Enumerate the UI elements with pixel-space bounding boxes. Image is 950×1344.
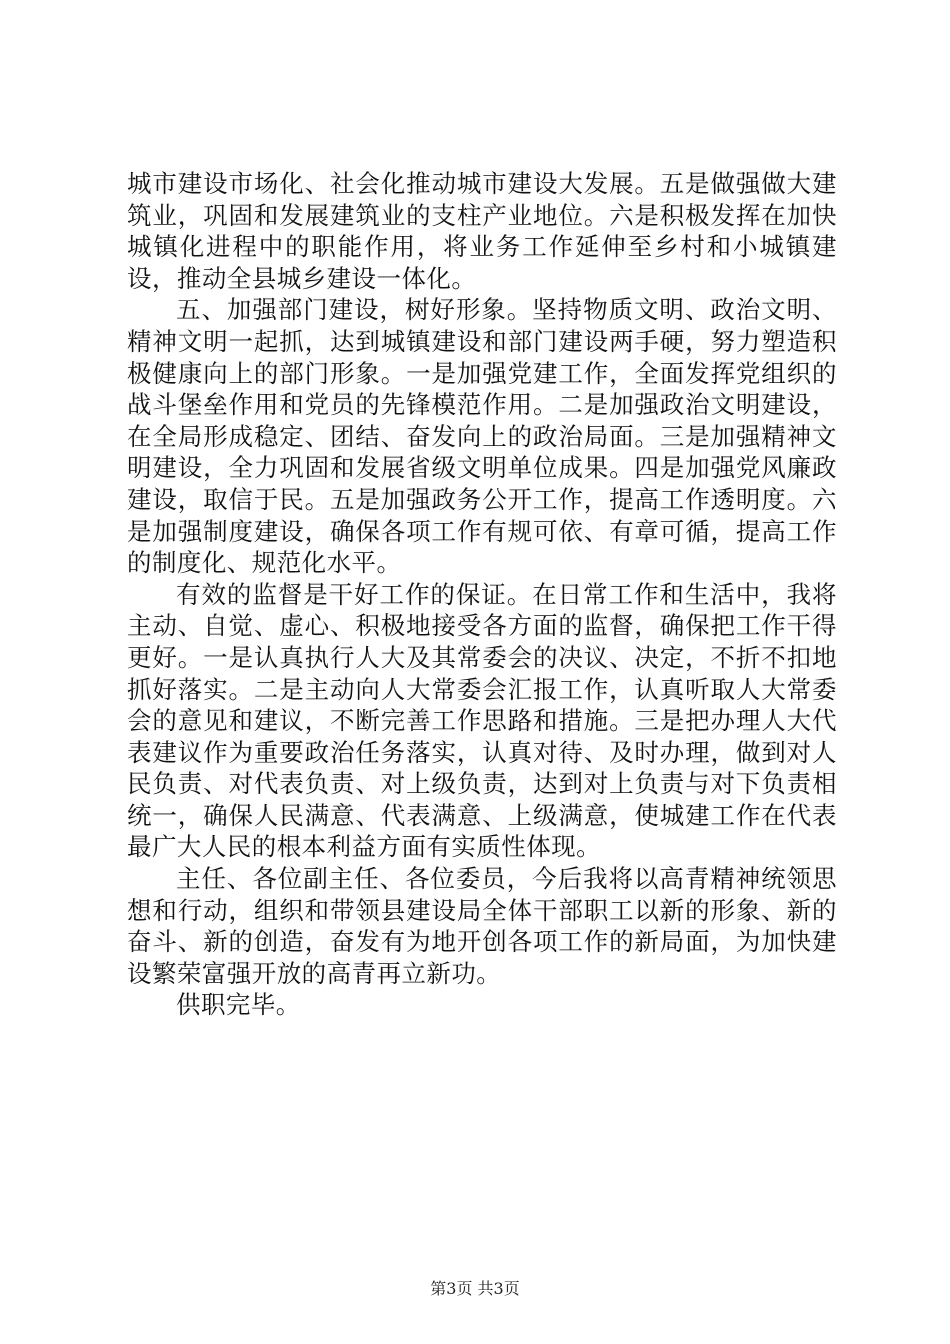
paragraph-department-building: 五、加强部门建设，树好形象。坚持物质文明、政治文明、精神文明一起抓，达到城镇建设和部门建设两手硬，努力塑造积极健康向上的部门形象。一是加强党建工作，全面发挥党组织的战斗堡垒作用和党员的先锋模范作用。二是加强政治文明建设，在全局形成稳定、团结、奋发向上的政治局面。三是加强精神文明建设，全力巩固和发展省级文明单位成果。四是加强党风廉政建设，取信于民。五是加强政务公开工作，提高工作透明度。六是加强制度建设，确保各项工作有规可依、有章可循，提高工作的制度化、规范化水平。: [127, 295, 837, 578]
paragraph-end: 供职完毕。: [176, 990, 301, 1020]
paragraph-supervision: 有效的监督是干好工作的保证。在日常工作和生活中，我将主动、自觉、虚心、积极地接受各方面的监督，确保把工作干得更好。一是认真执行人大及其常委会的决议、决定，不折不扣地抓好落实。二是主动向人大常委会汇报工作，认真听取人大常委会的意见和建议，不断完善工作思路和措施。三是把办理人大代表建议作为重要政治任务落实，认真对待、及时办理，做到对人民负责、对代表负责、对上级负责，达到对上负责与对下负责相统一，确保人民满意、代表满意、上级满意，使城建工作在代表最广大人民的根本利益方面有实质性体现。: [127, 579, 837, 862]
page-number-footer: 第3页 共3页: [430, 1279, 520, 1298]
paragraph-continuation: 城市建设市场化、社会化推动城市建设大发展。五是做强做大建筑业，巩固和发展建筑业的支柱产业地位。六是积极发挥在加快城镇化进程中的职能作用，将业务工作延伸至乡村和小城镇建设，推动全县城乡建设一体化。: [127, 169, 837, 293]
paragraph-closing-pledge: 主任、各位副主任、各位委员，今后我将以高青精神统领思想和行动，组织和带领县建设局全体干部职工以新的形象、新的奋斗、新的创造，奋发有为地开创各项工作的新局面，为加快建设繁荣富强开放的高青再立新功。: [127, 864, 837, 988]
document-body: [127, 168, 837, 1021]
